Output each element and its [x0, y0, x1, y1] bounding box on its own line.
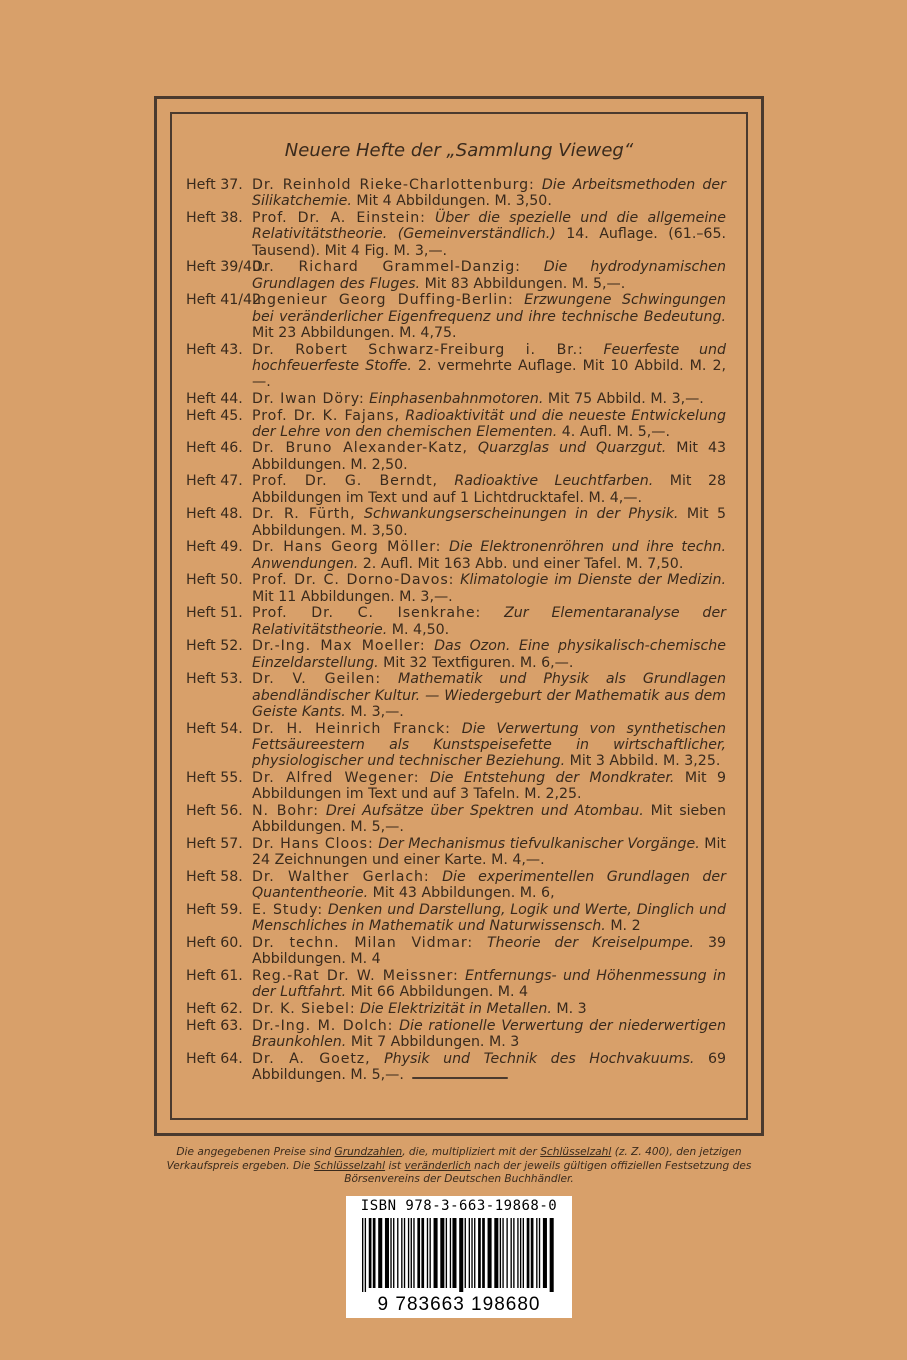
heft-title: Schwankungserscheinungen in der Physik. [363, 506, 679, 523]
heft-title: Über die spezielle und die allgemeine Relativitätstheorie. (Gemeinverständlich.) [252, 209, 726, 243]
heft-details: M. 4,50. [391, 621, 450, 638]
heft-title: Die Elektrizität in Metallen. [360, 1000, 552, 1017]
heft-title: Erzwungene Schwingungen bei veränderlicher Eigenfrequenz und ihre technische Bedeutung. [252, 292, 726, 325]
heft-author: E. Study: [252, 901, 324, 918]
heft-details: Mit 9 Abbildungen im Text und auf 3 Tafeln. M. 2,25. [252, 769, 727, 803]
heft-entry [186, 391, 726, 407]
heft-description [252, 572, 726, 605]
heft-title: Physik und Technik des Hochvakuums. [384, 1050, 695, 1067]
heft-author: Dr. Reinhold Rieke-Charlottenburg: [252, 177, 535, 193]
notice-underlined: veränderlich [404, 1159, 471, 1172]
heft-details: 2. Aufl. Mit 163 Abb. und einer Tafel. M. 7,50. [362, 555, 684, 572]
barcode-digits: 9 783663 198680 [377, 1294, 541, 1315]
heft-title: Radioaktive Leuchtfarben. [454, 473, 654, 490]
heft-description [252, 836, 726, 869]
heft-entry [186, 671, 726, 720]
heft-details: Mit sieben Abbildungen. M. 5,—. [252, 802, 726, 836]
heft-list [186, 177, 726, 1083]
heft-title: Theorie der Kreiselpumpe. [487, 934, 694, 951]
heft-description [252, 935, 726, 968]
heft-author: Dr. R. Fürth, [252, 506, 356, 523]
heft-title: Zur Elementaranalyse der Relativitätstheorie. [252, 605, 726, 638]
heft-entry [186, 605, 726, 638]
heft-details: Mit 43 Abbildungen. M. 6, [372, 885, 555, 902]
heft-details: Mit 66 Abbildungen. M. 4 [350, 984, 529, 1001]
price-notice [160, 1146, 758, 1187]
heft-description [252, 869, 726, 902]
heft-title: Feuerfeste und hochfeuerfeste Stoffe. [252, 341, 726, 374]
heft-title: Die experimentellen Grundlagen der Quantentheorie. [252, 868, 726, 902]
heft-number: Heft 60. [186, 934, 243, 951]
heft-number: Heft 55. [186, 769, 243, 786]
heft-description [252, 177, 726, 210]
heft-title: Denken und Darstellung, Logik und Werte, Dinglich und Menschliches in Mathematik und Naturwissensch. [252, 901, 726, 935]
heft-number: Heft 64. [186, 1050, 243, 1067]
heft-number: Heft 43. [186, 341, 243, 358]
heft-details: 4. Aufl. M. 5,—. [561, 423, 670, 440]
notice-text: (z. Z. 400), den jetzigen Verkaufspreis ergeben. Die [166, 1146, 742, 1172]
heft-entry [186, 836, 726, 869]
list-heading: Neuere Hefte der „Sammlung Vieweg“ [284, 140, 634, 161]
heft-entry [186, 902, 726, 935]
heft-details: Mit 23 Abbildungen. M. 4,75. [252, 324, 457, 341]
heft-entry [186, 177, 726, 210]
heft-number: Heft 46. [186, 440, 243, 457]
heft-details: Mit 24 Zeichnungen und einer Karte. M. 4,—. [252, 835, 726, 869]
heft-entry [186, 935, 726, 968]
heft-author: Prof. Dr. G. Berndt, [252, 473, 438, 490]
heft-description [252, 721, 726, 770]
heft-entry [186, 506, 726, 539]
heft-number: Heft 63. [186, 1017, 243, 1034]
heft-author: Dr. V. Geilen: [252, 671, 381, 688]
heft-description [252, 803, 726, 836]
heft-description [252, 902, 726, 935]
heft-author: Dr. H. Heinrich Franck: [252, 720, 451, 737]
heft-entry [186, 342, 726, 391]
heft-author: Dr.-Ing. Max Moeller: [252, 638, 426, 655]
heft-title: Das Ozon. Eine physikalisch-chemische Einzeldarstellung. [252, 638, 726, 671]
heft-description [252, 292, 726, 341]
heft-details: Mit 43 Abbildungen. M. 2,50. [252, 440, 726, 473]
heft-entry [186, 440, 726, 473]
heft-author: Dr. Hans Georg Möller: [252, 539, 442, 556]
isbn-label: ISBN 978-3-663-19868-0 [360, 1198, 558, 1214]
heft-entry [186, 292, 726, 341]
heft-author: Dr. A. Goetz, [252, 1050, 371, 1067]
heft-details: Mit 32 Textfiguren. M. 6,—. [383, 654, 574, 671]
heft-details: Mit 11 Abbildungen. M. 3,—. [252, 588, 453, 605]
heft-number: Heft 39/40. [186, 259, 266, 276]
heft-number: Heft 41/42. [186, 292, 266, 309]
heft-title: Quarzglas und Quarzgut. [477, 440, 667, 457]
heft-author: Dr. Hans Cloos: [252, 835, 374, 852]
heft-number: Heft 57. [186, 835, 243, 852]
heft-number: Heft 59. [186, 901, 243, 918]
heft-entry [186, 210, 726, 259]
heft-details: Mit 28 Abbildungen im Text und auf 1 Lichtdrucktafel. M. 4,—. [252, 473, 727, 506]
heft-number: Heft 56. [186, 802, 243, 819]
heft-description [252, 605, 726, 638]
barcode-bars [360, 1218, 558, 1292]
heft-entry [186, 869, 726, 902]
heft-description [252, 506, 726, 539]
notice-underlined: Grundzahlen [334, 1146, 403, 1158]
heft-number: Heft 37. [186, 177, 243, 193]
heft-details: Mit 7 Abbildungen. M. 3 [350, 1033, 520, 1050]
heft-number: Heft 52. [186, 638, 243, 655]
heft-details: Mit 83 Abbildungen. M. 5,—. [424, 275, 626, 292]
heft-entry [186, 408, 726, 441]
heft-details: M. 2 [610, 918, 641, 935]
heft-author: N. Bohr: [252, 802, 319, 819]
heft-entry [186, 770, 726, 803]
heft-number: Heft 58. [186, 868, 243, 885]
notice-text: , die, multipliziert mit der [402, 1146, 541, 1158]
heft-details: 2. vermehrte Auflage. Mit 10 Abbild. M. 2,—. [252, 357, 726, 391]
notice-text: ist [385, 1159, 405, 1172]
heft-number: Heft 38. [186, 209, 243, 226]
heft-details: 69 Abbildungen. M. 5,—. [252, 1050, 727, 1083]
heft-title: Klimatologie im Dienste der Medizin. [460, 572, 726, 589]
heft-author: Dr. techn. Milan Vidmar: [252, 934, 474, 951]
heft-title: Die Entstehung der Mondkrater. [429, 769, 675, 786]
heft-number: Heft 47. [186, 473, 243, 490]
heft-description [252, 440, 726, 473]
heft-details: M. 3,—. [350, 703, 404, 720]
heft-description [252, 770, 726, 803]
heft-title: Einphasenbahnmotoren. [369, 390, 544, 407]
heft-title: Der Mechanismus tiefvulkanischer Vorgänge. [378, 835, 700, 852]
heft-entry [186, 803, 726, 836]
heft-number: Heft 44. [186, 390, 243, 407]
heft-author: Dr. Iwan Döry: [252, 390, 365, 407]
heft-description [252, 210, 726, 259]
heft-description [252, 1001, 726, 1017]
heft-author: Ingenieur Georg Duffing-Berlin: [252, 292, 514, 309]
heft-author: Dr. Robert Schwarz-Freiburg i. Br.: [252, 341, 584, 358]
heft-entry [186, 1001, 726, 1017]
heft-entry [186, 572, 726, 605]
heft-author: Dr. Bruno Alexander-Katz, [252, 440, 468, 457]
heft-description [252, 473, 726, 506]
heft-author: Reg.-Rat Dr. W. Meissner: [252, 967, 459, 984]
heft-description [252, 391, 726, 407]
heft-author: Dr. Walther Gerlach: [252, 868, 430, 885]
heft-entry [186, 473, 726, 506]
heft-title: Die hydrodynamischen Grundlagen des Fluges. [252, 259, 726, 292]
heft-details: M. 3 [556, 1000, 587, 1017]
heft-title: Die Elektronenröhren und ihre techn. Anwendungen. [252, 539, 726, 572]
heft-author: Dr. Alfred Wegener: [252, 769, 420, 786]
heft-details: Mit 5 Abbildungen. M. 3,50. [252, 506, 726, 539]
heft-number: Heft 62. [186, 1000, 243, 1017]
heft-entry [186, 259, 726, 292]
heft-number: Heft 54. [186, 720, 243, 737]
heft-title: Drei Aufsätze über Spektren und Atombau. [325, 802, 644, 819]
heft-title: Die Verwertung von synthetischen Fettsäureestern als Kunstspeisefette in wirtschaftlicher, physiologischer und technischer Beziehung. [252, 720, 726, 770]
heft-author: Prof. Dr. C. Isenkrahe: [252, 605, 482, 622]
notice-underlined: Schlüsselzahl [540, 1146, 612, 1158]
heft-title: Radioaktivität und die neueste Entwickelung der Lehre von den chemischen Elementen. [252, 407, 726, 440]
notice-text: nach der jeweils gültigen offiziellen Festsetzung des Börsenvereins der Deutschen Buchhändler. [344, 1159, 752, 1185]
heft-description [252, 408, 726, 441]
heft-description [252, 1018, 726, 1051]
heft-details: Mit 3 Abbild. M. 3,25. [569, 753, 721, 770]
heft-title: Mathematik und Physik als Grundlagen abendländischer Kultur. — Wiedergeburt der Mathematik aus dem Geiste Kants. [252, 671, 727, 720]
heft-number: Heft 51. [186, 605, 243, 622]
heft-details: Mit 75 Abbild. M. 3,—. [547, 390, 704, 407]
notice-underlined: Schlüsselzahl [313, 1159, 386, 1172]
heft-entry [186, 721, 726, 770]
heft-author: Prof. Dr. C. Dorno-Davos: [252, 572, 455, 589]
heft-author: Prof. Dr. K. Fajans, [252, 407, 400, 424]
heft-details: Mit 4 Abbildungen. M. 3,50. [356, 193, 552, 210]
heft-description [252, 671, 726, 720]
heft-entry [186, 1018, 726, 1051]
heft-title: Entfernungs- und Höhenmessung in der Luftfahrt. [252, 967, 726, 1001]
heft-description [252, 342, 726, 391]
heft-number: Heft 48. [186, 506, 243, 523]
heft-number: Heft 61. [186, 967, 243, 984]
heft-description [252, 638, 726, 671]
heft-number: Heft 45. [186, 407, 243, 424]
heft-entry [186, 539, 726, 572]
heft-title: Die rationelle Verwertung der niederwertigen Braunkohlen. [252, 1017, 727, 1050]
heft-number: Heft 53. [186, 671, 243, 688]
heft-number: Heft 50. [186, 572, 243, 589]
heft-author: Dr.-Ing. M. Dolch: [252, 1017, 394, 1034]
isbn-barcode [346, 1196, 572, 1318]
heft-author: Prof. Dr. A. Einstein: [252, 209, 426, 226]
heft-author: Dr. K. Siebel: [252, 1000, 356, 1017]
heft-description [252, 968, 726, 1001]
heft-entry [186, 638, 726, 671]
notice-text: Die angegebenen Preise sind [176, 1146, 335, 1158]
heft-description [252, 259, 726, 292]
heft-title: Die Arbeitsmethoden der Silikatchemie. [252, 177, 726, 210]
heft-author: Dr. Richard Grammel-Danzig: [252, 259, 521, 276]
heft-description [252, 539, 726, 572]
heft-details: 39 Abbildungen. M. 4 [252, 934, 726, 968]
heft-entry [186, 968, 726, 1001]
heft-number: Heft 49. [186, 539, 243, 556]
heft-details: 14. Auflage. (61.–65. Tausend). Mit 4 Fig. M. 3,—. [252, 226, 726, 259]
ornament-rule [412, 1077, 508, 1079]
